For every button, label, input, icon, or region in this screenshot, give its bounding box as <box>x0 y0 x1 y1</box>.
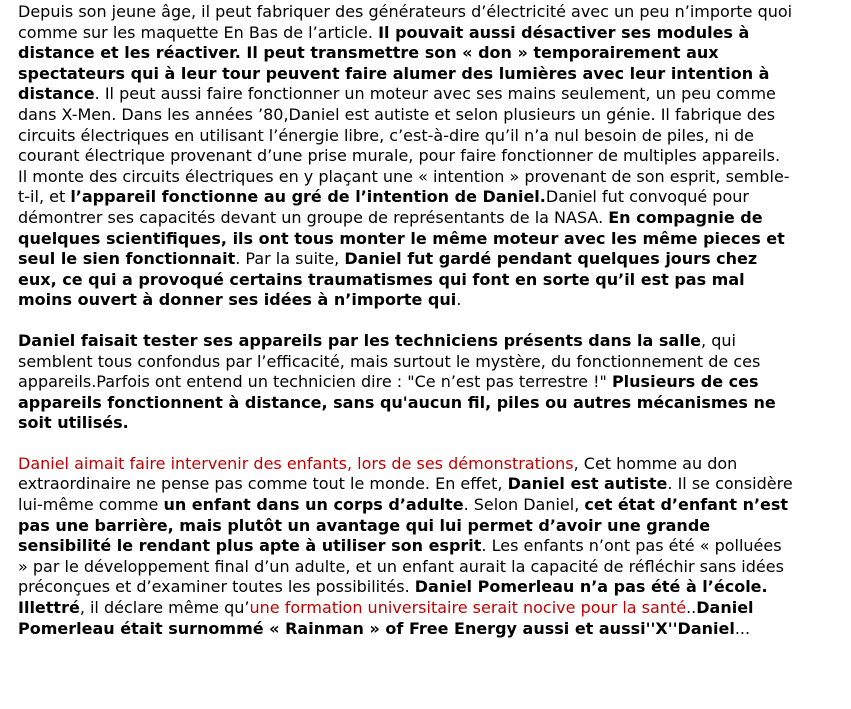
bold-text: Daniel Pomerleau n’a pas été à l’école. Illettré <box>18 577 768 618</box>
text-span: , qui semblent tous confondus par l’efficacité, mais surtout le mystère, du fonctionnement de ces appareils.Parfois ont entend un technicien dire : "Ce n’est pas terrestre !" <box>18 330 761 392</box>
bold-text: En compagnie de quelques scientifiques, ils ont tous monter le même moteur avec les même pieces et seul le sien fonctionnait <box>18 207 785 269</box>
text-span: , Cet homme au don extraordinaire ne pense pas comme tout le monde. En effet, <box>18 453 738 494</box>
article-body <box>18 2 794 659</box>
text-span: ... <box>734 618 751 638</box>
paragraph-abilities <box>18 2 794 311</box>
text-span: , il déclare même qu’ <box>79 598 250 618</box>
highlighted-text: une formation universitaire serait nocive pour la santé <box>249 598 687 618</box>
text-span: . Il se considère lui-même comme <box>18 474 793 515</box>
bold-text: Il pouvait aussi désactiver ses modules à distance et les réactiver. Il peut transmettre son « don » temporairement aux spectateurs qui à leur tour peuvent faire alumer des lumières avec leur intention à distance <box>18 22 770 104</box>
text-span: Depuis son jeune âge, il peut fabriquer des générateurs d’électricité avec un peu n’importe quoi comme sur les maquette En Bas de l’article. <box>18 2 793 42</box>
bold-text: l’appareil fonctionne au gré de l’intention de Daniel. <box>70 187 546 207</box>
bold-text: Daniel est autiste <box>507 474 668 494</box>
text-span: . Il peut aussi faire fonctionner un moteur avec ses mains seulement, un peu comme dans X-Men. Dans les années ’80,Daniel est autiste et selon plusieurs un génie. Il fabrique des circuits électriques en utilisant l’énergie libre, c’est-à-dire qu’il n’a nul besoin de piles, ni de courant électrique provenant d’une prise murale, pour faire fonctionner de multiples appareils. Il monte des circuits électriques en y plaçant une « intention » provenant de son esprit, semble-t-il, et <box>18 84 790 207</box>
text-span: . Par la suite, <box>235 249 345 269</box>
paragraph-children <box>18 454 794 639</box>
bold-text: Daniel fut gardé pendant quelques jours chez eux, ce qui a provoqué certains traumatismes qui font en sorte qu’il est pas mal moins ouvert à donner ses idées à n’importe qui <box>18 249 758 310</box>
text-span: . Selon Daniel, <box>463 495 585 515</box>
text-span: .. <box>686 598 697 618</box>
highlighted-text: Daniel aimait faire intervenir des enfants, lors de ses démonstrations <box>18 453 574 473</box>
bold-text: Daniel Pomerleau était surnommé « Rainman » of Free Energy aussi et aussi''X''Daniel <box>18 598 754 638</box>
text-span: . <box>456 290 462 310</box>
bold-text: cet état d’enfant n’est pas une barrière, mais plutôt un avantage qui lui permet d’avoir une grande sensibilité le rendant plus apte à utiliser son esprit <box>18 495 789 556</box>
bold-text: Plusieurs de ces appareils fonctionnent à distance, sans qu'aucun fil, piles ou autres mécanismes ne soit utilisés. <box>18 372 776 433</box>
paragraph-technicians <box>18 331 794 434</box>
text-span: . Les enfants n’ont pas été « polluées » par le développement final d’un adulte, et un enfant aurait la capacité de réfléchir sans idées préconçues et d’examiner toutes les possibilités. <box>18 536 784 597</box>
bold-text: un enfant dans un corps d’adulte <box>163 495 464 515</box>
text-span: Daniel fut convoqué pour démontrer ses capacités devant un groupe de représentants de la NASA. <box>18 187 749 227</box>
bold-text: Daniel faisait tester ses appareils par les techniciens présents dans la salle <box>18 330 702 350</box>
